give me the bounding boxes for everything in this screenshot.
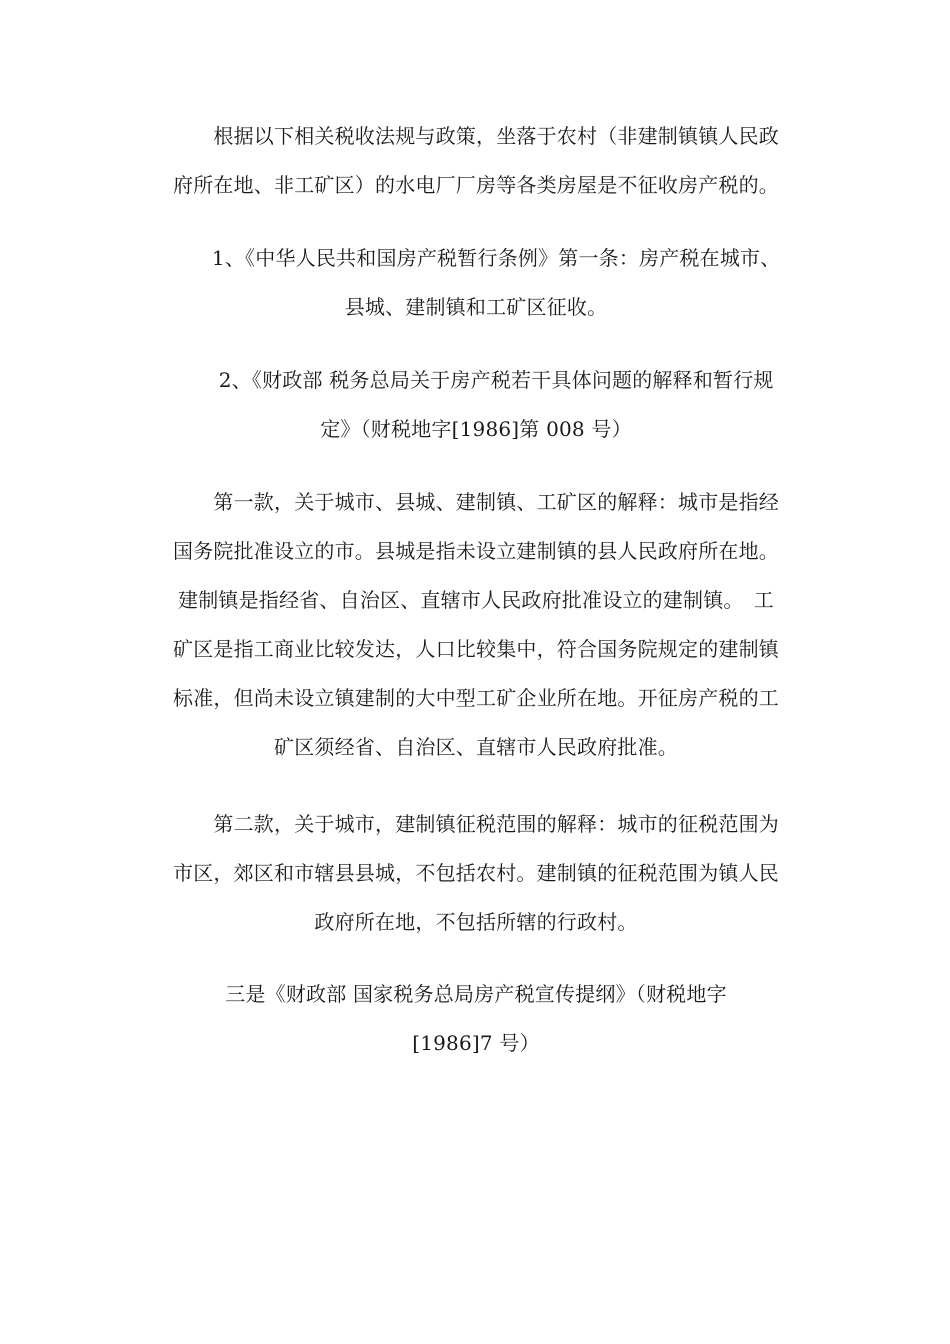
text-line: 标准，但尚未设立镇建制的大中型工矿企业所在地。开征房产税的工	[173, 686, 779, 710]
paragraph-clause-2	[145, 800, 807, 947]
text-line: 市区，郊区和市辖县县城，不包括农村。建制镇的征税范围为镇人民	[173, 861, 779, 885]
text-line: 国务院批准设立的市。县城是指未设立建制镇的县人民政府所在地。	[173, 539, 779, 563]
paragraph-item-2	[145, 356, 807, 454]
text-line: 第一款，关于城市、县城、建制镇、工矿区的解释：城市是指经	[173, 490, 779, 514]
paragraph-item-3	[145, 970, 807, 1068]
text-line: 建制镇是指经省、自治区、直辖市人民政府批准设立的建制镇。 工	[178, 588, 774, 612]
text-line: 三是《财政部 国家税务总局房产税宣传提纲》（财税地字	[225, 982, 727, 1006]
text-line: 1、《中华人民共和国房产税暂行条例》第一条：房产税在城市、	[171, 246, 781, 270]
paragraph-intro	[145, 112, 807, 210]
paragraph-item-1	[145, 234, 807, 332]
text-line: 2、《财政部 税务总局关于房产税若干具体问题的解释和暂行规	[178, 368, 774, 392]
text-line: 政府所在地，不包括所辖的行政村。	[314, 910, 638, 934]
text-line: [1986]7 号）	[412, 1031, 540, 1055]
text-line: 定》（财税地字[1986]第 008 号）	[320, 417, 632, 441]
text-line: 矿区须经省、自治区、直辖市人民政府批准。	[274, 735, 678, 759]
paragraph-clause-1	[145, 478, 807, 772]
text-line: 第二款，关于城市，建制镇征税范围的解释：城市的征税范围为	[173, 812, 779, 836]
text-line: 府所在地、非工矿区）的水电厂厂房等各类房屋是不征收房产税的。	[173, 173, 779, 197]
text-line: 根据以下相关税收法规与政策，坐落于农村（非建制镇镇人民政	[173, 124, 779, 148]
text-line: 县城、建制镇和工矿区征收。	[344, 295, 608, 319]
text-line: 矿区是指工商业比较发达，人口比较集中，符合国务院规定的建制镇	[173, 637, 779, 661]
